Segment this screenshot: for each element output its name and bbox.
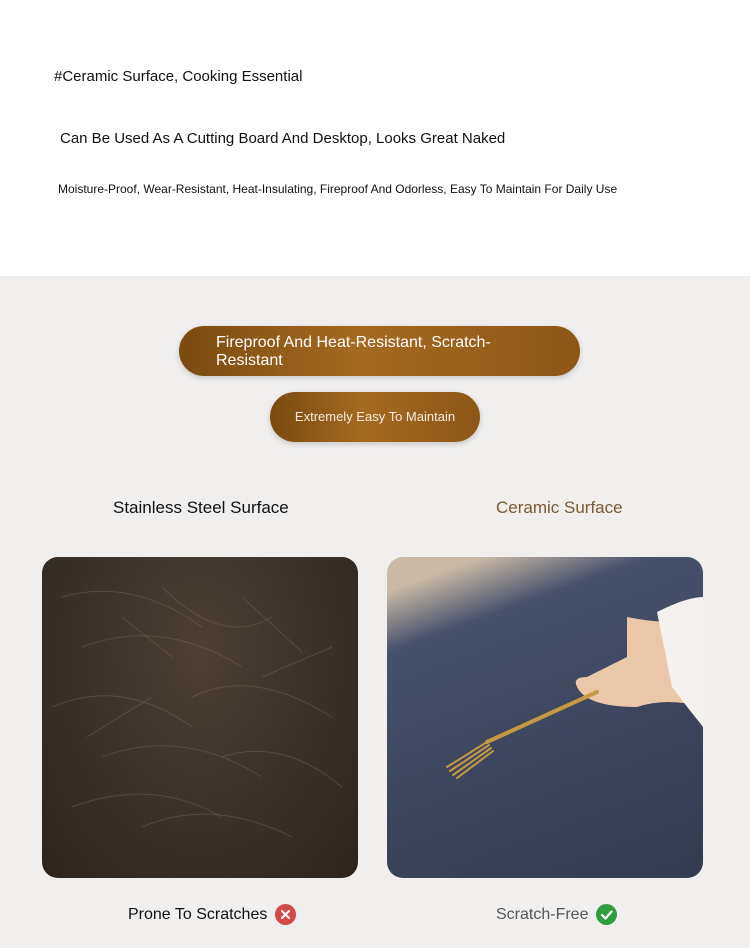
features-line: Moisture-Proof, Wear-Resistant, Heat-Insulating, Fireproof And Odorless, Easy To Maintain For Daily Use (58, 182, 618, 196)
check-circle-icon (596, 904, 617, 925)
secondary-badge (270, 392, 480, 442)
ceramic-caption-text: Scratch-Free (496, 905, 589, 923)
primary-badge (179, 326, 580, 376)
ceramic-surface-title: Ceramic Surface (496, 498, 623, 517)
steel-caption (128, 904, 296, 925)
fork-hand-illustration (387, 557, 703, 878)
secondary-badge-label: Extremely Easy To Maintain (294, 409, 456, 424)
x-circle-icon (275, 904, 296, 925)
intro-section (0, 0, 750, 276)
hashtag-heading: #Ceramic Surface, Cooking Essential (54, 68, 303, 85)
primary-badge-label: Fireproof And Heat-Resistant, Scratch-Resistant (216, 334, 491, 369)
scratch-marks (42, 557, 358, 878)
ceramic-caption (496, 904, 617, 925)
steel-surface-title: Stainless Steel Surface (113, 498, 289, 517)
subtitle: Can Be Used As A Cutting Board And Desktop, Looks Great Naked (60, 130, 506, 147)
ceramic-surface-photo (387, 557, 703, 878)
steel-surface-photo (42, 557, 358, 878)
steel-caption-text: Prone To Scratches (128, 905, 268, 923)
